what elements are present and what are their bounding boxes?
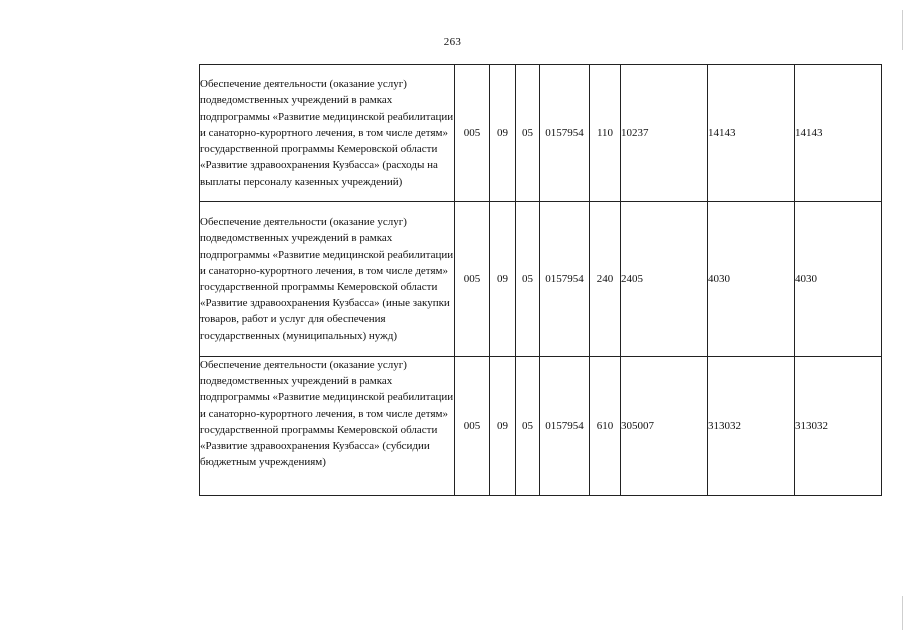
row-description: Обеспечение деятельности (оказание услуг) подведомственных учреждений в рамках подпрограммы «Развитие медицинской реабилитации и санаторно-курортного лечения, в том числе детям» государственной программы Кемеровской области «Развитие здравоохранения Кузбасса» (расходы на выплаты персоналу казенных учреждений): [200, 65, 455, 202]
row-description: Обеспечение деятельности (оказание услуг) подведомственных учреждений в рамках подпрограммы «Развитие медицинской реабилитации и санаторно-курортного лечения, в том числе детям» государственной программы Кемеровской области «Развитие здравоохранения Кузбасса» (иные закупки товаров, работ и услуг для обеспечения государственных (муниципальных) нужд): [200, 202, 455, 357]
budget-table: [199, 64, 882, 496]
target-article-code: 0157954: [540, 202, 590, 357]
table-row: [200, 357, 882, 496]
amount-year-3: 313032: [795, 357, 882, 496]
amount-year-1: 2405: [621, 202, 708, 357]
target-article-code: 0157954: [540, 65, 590, 202]
section-code: 09: [490, 202, 516, 357]
target-article-code: 0157954: [540, 357, 590, 496]
ministry-code: 005: [455, 202, 490, 357]
amount-year-1: 10237: [621, 65, 708, 202]
subsection-code: 05: [516, 202, 540, 357]
expense-type-code: 240: [590, 202, 621, 357]
row-description: Обеспечение деятельности (оказание услуг) подведомственных учреждений в рамках подпрограммы «Развитие медицинской реабилитации и санаторно-курортного лечения, в том числе детям» государственной программы Кемеровской области «Развитие здравоохранения Кузбасса» (субсидии бюджетным учреждениям): [200, 357, 455, 496]
table-row: [200, 65, 882, 202]
expense-type-code: 610: [590, 357, 621, 496]
amount-year-2: 313032: [708, 357, 795, 496]
page-number: 263: [443, 36, 462, 48]
subsection-code: 05: [516, 357, 540, 496]
amount-year-3: 14143: [795, 65, 882, 202]
ministry-code: 005: [455, 357, 490, 496]
ministry-code: 005: [455, 65, 490, 202]
amount-year-1: 305007: [621, 357, 708, 496]
amount-year-2: 4030: [708, 202, 795, 357]
table-row: [200, 202, 882, 357]
amount-year-2: 14143: [708, 65, 795, 202]
scan-edge-mark-bottom: [902, 596, 903, 630]
subsection-code: 05: [516, 65, 540, 202]
expense-type-code: 110: [590, 65, 621, 202]
amount-year-3: 4030: [795, 202, 882, 357]
section-code: 09: [490, 357, 516, 496]
section-code: 09: [490, 65, 516, 202]
